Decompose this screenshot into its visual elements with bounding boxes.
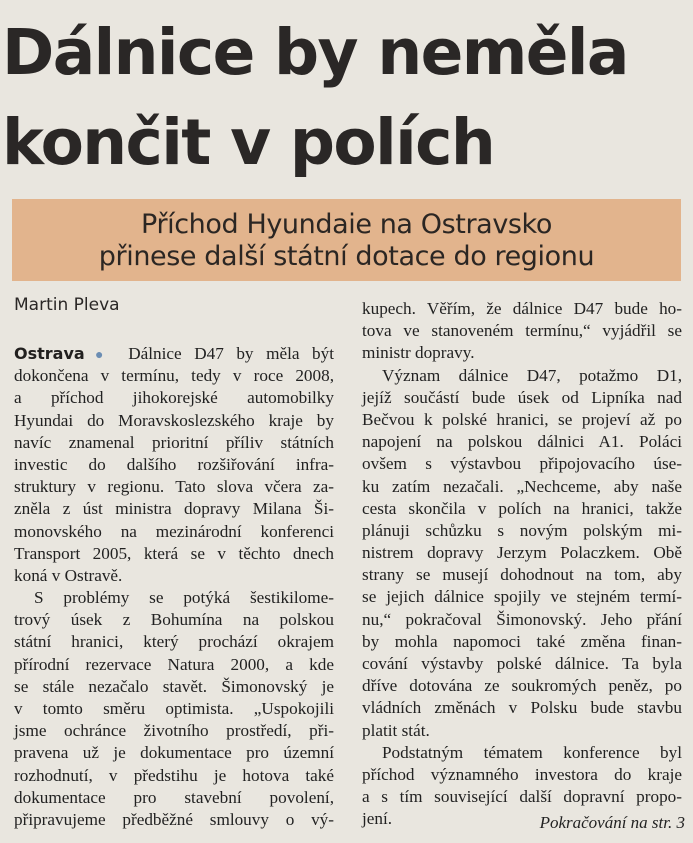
text-line: S problémy se potýká šestikilome- bbox=[34, 588, 334, 608]
text-line: tova ve stanoveném termínu,“ vyjádřil se bbox=[362, 321, 682, 341]
text-line: ministr dopravy. bbox=[362, 343, 475, 363]
text-line: zněla z úst ministra dopravy Milana Ši- bbox=[14, 499, 334, 519]
text-line: se jejich dálnice spojily ve stejném termí- bbox=[362, 587, 682, 607]
text-line: dokumentace pro stavební povolení, bbox=[14, 787, 334, 807]
text-line: Transport 2005, která se v těchto dnech bbox=[14, 543, 334, 563]
subheadline-line-1: Příchod Hyundaie na Ostravsko bbox=[141, 209, 552, 240]
headline-line-2: končit v polích bbox=[2, 106, 495, 179]
text-line: kupech. Věřím, že dálnice D47 bude ho- bbox=[362, 299, 682, 318]
text-line: Podstatným tématem konference byl bbox=[382, 742, 682, 762]
dateline: Ostrava bbox=[14, 344, 85, 363]
text-line: se stále nezačalo stavět. Šimonovský je bbox=[14, 676, 334, 696]
text-line: dokončena v termínu, tedy v roce 2008, bbox=[14, 366, 334, 386]
text-line: Bečvou k polské hranici, se projeví až po bbox=[362, 409, 682, 429]
text-line: příchod významného investora do kraje bbox=[362, 764, 682, 784]
text-line bbox=[14, 343, 334, 365]
text-line: nistrem dopravy Jerzym Polaczkem. Obě bbox=[362, 543, 682, 563]
text-line: by mohla napomoci také změna finan- bbox=[362, 631, 682, 651]
continuation-note: Pokračování na str. 3 bbox=[539, 813, 685, 832]
text-line: napojení na polskou dálnici A1. Poláci bbox=[362, 432, 682, 452]
subheadline-line-2: přinese další státní dotace do regionu bbox=[98, 241, 595, 272]
subheadline-box bbox=[12, 199, 681, 281]
byline: Martin Pleva bbox=[14, 295, 120, 315]
text-line: trový úsek z Bohumína na polskou bbox=[14, 610, 334, 630]
left-column bbox=[14, 343, 334, 831]
text-line: v tomto směru optimista. „Uspokojili bbox=[14, 699, 334, 718]
text-line: státní hranici, který prochází okrajem bbox=[14, 632, 334, 652]
text-line: plánuji schůzku s novým polským mi- bbox=[362, 520, 682, 540]
text-line: jení. bbox=[362, 809, 393, 829]
text-line: připravujeme předběžné smlouvy o vý- bbox=[14, 809, 334, 829]
text-line: strany se musejí dohodnout na tom, aby bbox=[362, 565, 682, 585]
text-line: navíc znamenal prioritní příliv státních bbox=[14, 432, 334, 452]
text-line: a příchod jihokorejské automobilky bbox=[14, 388, 334, 408]
text-line: investic do dalšího rozšiřování infra- bbox=[14, 454, 334, 474]
text-line: cesta skončila v polích na hranici, takže bbox=[362, 498, 682, 518]
text-line: ovšem s výstavbou připojovacího úse- bbox=[362, 454, 682, 474]
text-line: monovského na mezinárodní konferenci bbox=[14, 521, 334, 541]
text-line: koná v Ostravě. bbox=[14, 565, 123, 585]
text-line: Význam dálnice D47, potažmo D1, bbox=[382, 365, 682, 385]
paragraph-lead: Dálnice D47 by měla být bbox=[128, 344, 334, 363]
text-line: rozhodnutí, v předstihu je hotova také bbox=[14, 765, 334, 785]
headline-line-1: Dálnice by neměla bbox=[2, 16, 628, 89]
text-line: vládních změnách v Polsku bude stavbu bbox=[362, 698, 682, 718]
text-line: jejíž součástí bude úsek od Lipníka nad bbox=[362, 387, 682, 407]
right-column bbox=[362, 298, 682, 831]
text-line: a s tím související další dopravní propo- bbox=[362, 787, 682, 807]
text-line: platit stát. bbox=[362, 720, 430, 740]
headline bbox=[2, 8, 690, 188]
text-line: Hyundai do Moravskoslezského kraje by bbox=[14, 410, 334, 430]
text-line: jsme ochránce životního prostředí, při- bbox=[14, 721, 334, 741]
text-line: přírodní rezervace Natura 2000, a kde bbox=[14, 654, 334, 674]
text-line: dříve dotována ze soukromých peněz, po bbox=[362, 676, 682, 696]
text-line: pravena už je dokumentace pro územní bbox=[14, 743, 334, 763]
text-line: ku zatím nezačali. „Nechceme, aby naše bbox=[362, 476, 682, 496]
text-line: nu,“ pokračoval Šimonovský. Jeho přání bbox=[362, 609, 682, 629]
text-line: cování výstavby polské dálnice. Ta byla bbox=[362, 654, 682, 673]
text-line: struktury v regionu. Tato slova včera za- bbox=[14, 477, 334, 497]
bullet-icon: ● bbox=[86, 348, 112, 363]
